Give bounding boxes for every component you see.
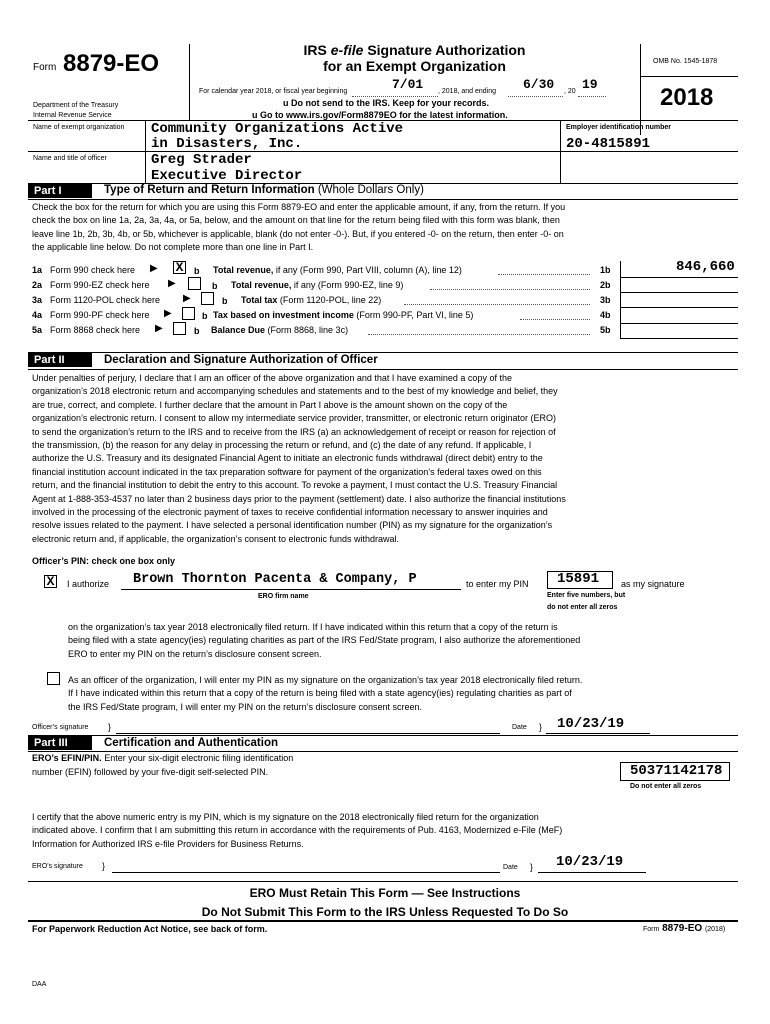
line-3b-desc: Total tax (Form 1120-POL, line 22) xyxy=(241,295,382,305)
irs-service: Internal Revenue Service xyxy=(33,112,112,119)
self-enter-paragraph: As an officer of the organization, I will enter my PIN as my signature on the organization’s tax year 2018 electronically filed return. If I have indicated within this return that a copy of the return is being filed with a state agency(ies) regulating charities as part of the IRS Fed/State program, I will enter my PIN on the return’s disclosure consent screen. xyxy=(68,675,583,712)
line-3a-checkbox[interactable] xyxy=(201,292,214,305)
dept-treasury: Department of the Treasury xyxy=(33,102,119,109)
footer-form-ref: Form 8879-EO (2018) xyxy=(643,923,726,934)
efin-pin-box[interactable] xyxy=(620,762,730,781)
officer-label: Name and title of officer xyxy=(33,155,107,162)
ero-firm-name: Brown Thornton Pacenta & Company, P xyxy=(133,572,417,587)
as-signature-text: as my signature xyxy=(621,579,685,589)
line-5b-desc: Balance Due (Form 8868, line 3c) xyxy=(211,325,349,335)
form-title-line1: IRS e-file Signature Authorization xyxy=(303,42,526,58)
ero-firm-label: ERO firm name xyxy=(258,593,309,600)
part-2-label: Part II xyxy=(28,353,92,367)
efin-note: Do not enter all zeros xyxy=(630,783,702,790)
arrow-icon: ▶ xyxy=(155,323,163,334)
line-4b-desc: Tax based on investment income (Form 990-PF, Part VI, line 5) xyxy=(213,310,474,320)
line-1a-label: Form 990 check here xyxy=(50,265,136,275)
part-1-label: Part I xyxy=(28,184,92,198)
calendar-mid: , 2018, and ending xyxy=(438,88,496,95)
line-5a-checkbox[interactable] xyxy=(173,322,186,335)
line-1a-checkbox[interactable]: X xyxy=(173,261,186,274)
part-3-title: Certification and Authentication xyxy=(104,737,278,749)
form-number: 8879-EO xyxy=(63,50,160,77)
authorize-ero-checkbox[interactable]: X xyxy=(44,575,57,588)
calendar-suffix: , 20 xyxy=(564,88,576,95)
org-name-label: Name of exempt organization xyxy=(33,124,125,131)
arrow-icon: ▶ xyxy=(164,308,172,319)
efin-label-1: ERO’s EFIN/PIN. Enter your six-digit electronic filing identification xyxy=(32,753,294,763)
officer-date-label: Date xyxy=(512,724,527,731)
to-enter-pin-text: to enter my PIN xyxy=(466,579,529,589)
authorize-paragraph: on the organization’s tax year 2018 electronically filed return. If I have indicated within this return that a copy of the return is being filed with a state agency(ies) regulating charities as part of the IRS Fed/State program, I also authorize the aforementioned ERO to enter my PIN on the return’s disclosure consent screen. xyxy=(68,622,581,659)
officer-name: Greg Strader xyxy=(151,152,252,168)
line-1a-num: 1a xyxy=(32,265,43,275)
line-1b-desc: Total revenue, if any (Form 990, Part VIII, column (A), line 12) xyxy=(213,265,462,275)
authorize-text: I authorize xyxy=(67,579,110,589)
paperwork-notice: For Paperwork Reduction Act Notice, see back of form. xyxy=(32,924,268,934)
officer-pin-value: 15891 xyxy=(557,571,600,587)
ein-label: Employer identification number xyxy=(566,124,672,131)
line-5a-label: Form 8868 check here xyxy=(50,325,141,335)
part-1-intro: Check the box for the return for which you are using this Form 8879-EO and enter the applicable amount, if any, from the return. If you check the box on line 1a, 2a, 3a, 4a, or 5a, below, and the amount on that line for the return being filed with this form was blank, then leave line 1b, 2b, 3b, 4b, or 5b, whichever is applicable, blank (do not enter -0-). But, if you entered -0- on the return, then enter -0- on the applicable line below. Do not complete more than one line in Part I. xyxy=(32,202,566,253)
officer-signature-line[interactable] xyxy=(116,733,500,734)
part-3-label: Part III xyxy=(28,736,92,750)
org-name-line2: in Disasters, Inc. xyxy=(151,136,303,152)
tax-year: 2018 xyxy=(660,84,714,111)
ero-retain-notice: ERO Must Retain This Form — See Instructions xyxy=(249,886,521,900)
part-2-declaration: Under penalties of perjury, I declare that I am an officer of the above organization and that I have examined a copy of the organization’s 2018 electronic return and accompanying schedules and statements and to the best of my knowledge and belief, they are true, correct, and complete. I further declare that the amount in Part I above is the amount shown on the copy of the organization’s electronic return. I consent to allow my intermediate service provider, transmitter, or electronic return originator (ERO) to send the organization’s return to the IRS and to receive from the IRS (a) an acknowledgement of receipt or reason for rejection of the transmission, (b) the reason for any delay in processing the return or refund, and (c) the date of any refund. If applicable, I authorize the U.S. Treasury and its designated Financial Agent to initiate an electronic funds withdrawal (direct debit) entry to the financial institution account indicated in the tax preparation software for payment of the organization’s federal taxes owed on this return, and the financial institution to debit the entry to this account. To revoke a payment, I must contact the U.S. Treasury Financial Agent at 1-888-353-4537 no later than 2 business days prior to the payment (settlement) date. I also authorize the financial institutions involved in the processing of the electronic payment of taxes to receive confidential information necessary to answer inquiries and resolve issues related to the payment. I have selected a personal identification number (PIN) as my signature for the organization’s electronic return and, if applicable, the organization’s consent to electronic funds withdrawal. xyxy=(32,373,566,544)
arrow-icon: ▶ xyxy=(150,263,158,274)
ero-certification: I certify that the above numeric entry is my PIN, which is my signature on the 2018 electronically filed return for the organization indicated above. I confirm that I am submitting this return in accordance with the requirements of Pub. 4163, Modernized e-File (MeF) Information for Authorized IRS e-file Providers for Business Returns. xyxy=(32,812,563,849)
pin-note-2: do not enter all zeros xyxy=(547,604,618,611)
daa-mark: DAA xyxy=(32,981,47,988)
ero-date-value: 10/23/19 xyxy=(556,854,624,870)
do-not-submit-notice: Do Not Submit This Form to the IRS Unless Requested To Do So xyxy=(201,905,569,919)
part-1-title: Type of Return and Return Information (Whole Dollars Only) xyxy=(104,184,424,196)
efin-pin-value: 50371142178 xyxy=(630,763,723,779)
efin-label-2: number (EFIN) followed by your five-digit self-selected PIN. xyxy=(32,767,269,777)
ero-signature-line[interactable] xyxy=(112,872,500,873)
line-4a-checkbox[interactable] xyxy=(182,307,195,320)
officer-pin-box[interactable] xyxy=(547,571,613,589)
fiscal-begin-value: 7/01 xyxy=(392,77,424,92)
line-2b-desc: Total revenue, if any (Form 990-EZ, line 9) xyxy=(231,280,404,290)
line-1b-amount: 846,660 xyxy=(676,259,735,275)
fiscal-end-value: 6/30 xyxy=(523,77,555,92)
form-prefix: Form xyxy=(33,62,57,73)
line-3a-label: Form 1120-POL check here xyxy=(50,295,161,305)
line-2a-checkbox[interactable] xyxy=(188,277,201,290)
officer-signature-label: Officer’s signature xyxy=(32,724,89,731)
instruction-go-to: u Go to www.irs.gov/Form8879EO for the latest information. xyxy=(252,110,508,120)
calendar-prefix: For calendar year 2018, or fiscal year beginning xyxy=(199,88,348,95)
line-4a-label: Form 990-PF check here xyxy=(50,310,150,320)
instruction-do-not-send: u Do not send to the IRS. Keep for your records. xyxy=(283,98,490,108)
omb-number: OMB No. 1545-1878 xyxy=(653,58,718,65)
ero-signature-label: ERO’s signature xyxy=(32,863,83,870)
ero-date-label: Date xyxy=(503,864,518,871)
officer-self-checkbox[interactable] xyxy=(47,672,60,685)
line-2a-label: Form 990-EZ check here xyxy=(50,280,150,290)
fiscal-end-year: 19 xyxy=(582,77,598,92)
part-2-title: Declaration and Signature Authorization of Officer xyxy=(104,354,378,366)
officer-pin-header: Officer’s PIN: check one box only xyxy=(32,556,176,566)
officer-date-value: 10/23/19 xyxy=(557,716,625,732)
officer-title: Executive Director xyxy=(151,168,303,184)
pin-note-1: Enter five numbers, but xyxy=(547,592,626,599)
form-title-line2: for an Exempt Organization xyxy=(323,58,506,74)
arrow-icon: ▶ xyxy=(168,278,176,289)
arrow-icon: ▶ xyxy=(183,293,191,304)
ein-value: 20-4815891 xyxy=(566,136,651,152)
org-name-line1: Community Organizations Active xyxy=(151,121,404,137)
